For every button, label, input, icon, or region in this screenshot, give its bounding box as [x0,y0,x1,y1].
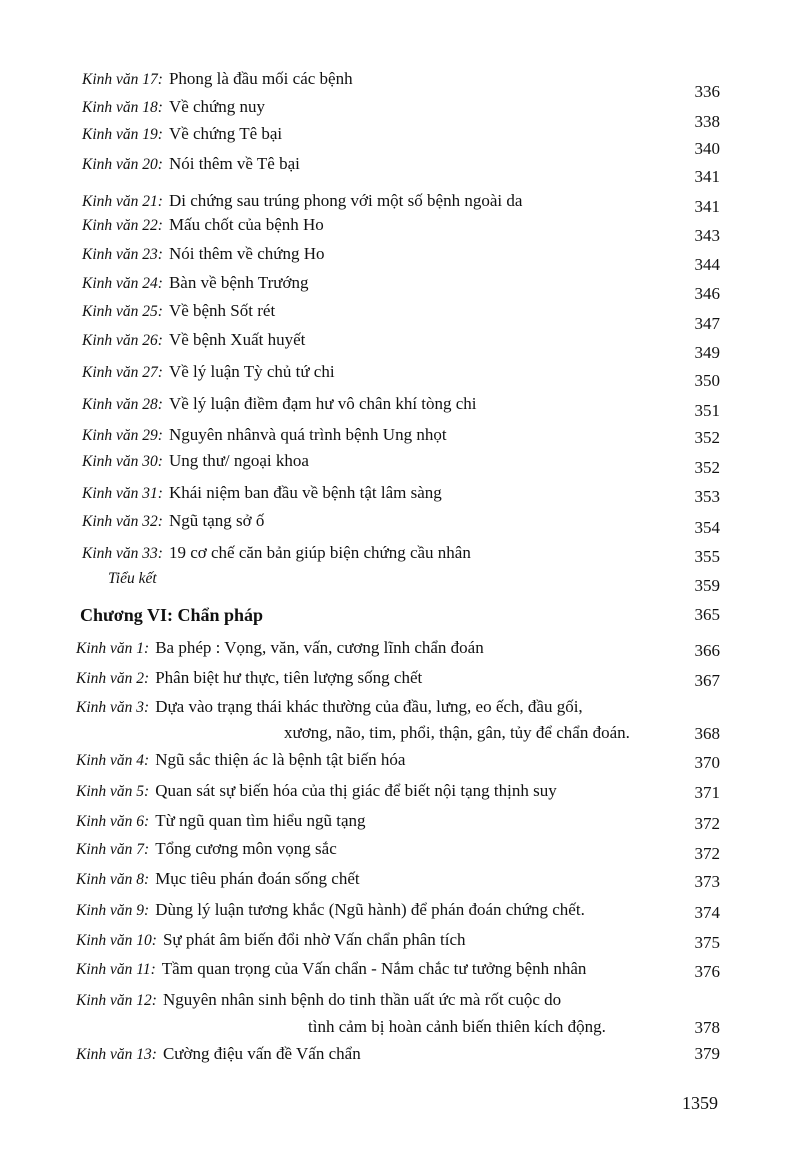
entry-page: 376 [694,962,720,981]
entry-page: 378 [694,1018,720,1037]
entry-label: Kinh văn 28: [82,396,163,413]
entry-title: Tổng cương môn vọng sắc [155,839,337,858]
toc-entry [82,482,442,505]
entry-page: 352 [694,458,720,477]
toc-entry [76,810,366,833]
entry-title: 19 cơ chế căn bản giúp biện chứng cầu nhân [168,543,471,562]
entry-page: 354 [694,518,720,537]
toc-entry [82,68,353,91]
entry-page: 350 [694,371,720,390]
entry-title: Mục tiêu phán đoán sống chết [155,869,360,888]
entry-title: Ba phép : Vọng, văn, vấn, cương lĩnh chẩn đoán [155,638,484,657]
entry-page: 341 [694,197,720,216]
entry-label: Kinh văn 24: [82,275,163,292]
toc-entry [82,329,305,352]
entry-title: Ung thư/ ngoại khoa [168,451,309,470]
entry-title: Về lý luận Tỳ chủ tứ chi [168,362,335,381]
entry-label: Kinh văn 27: [82,364,163,381]
entry-label: Kinh văn 9: [76,902,150,919]
entry-label: Kinh văn 25: [82,303,163,320]
toc-entry [82,393,477,416]
toc-entry [82,243,325,266]
entry-label: Kinh văn 12: [76,992,157,1009]
entry-title: Phong là đầu mối các bệnh [168,69,353,88]
entry-page: 349 [694,343,720,362]
entry-page: 340 [694,139,720,158]
entry-label: Kinh văn 6: [76,813,150,830]
entry-label: Kinh văn 4: [76,752,150,769]
entry-label: Kinh văn 23: [82,246,163,263]
entry-title: Tầm quan trọng của Vấn chẩn - Nắm chắc tư tưởng bệnh nhân [161,959,587,978]
entry-title: Ngũ sắc thiện ác là bệnh tật biến hóa [155,750,406,769]
chapter-page: 365 [694,605,720,624]
entry-page: 343 [694,226,720,245]
toc-entry [82,272,309,295]
entry-page: 372 [694,844,720,863]
entry-label: Kinh văn 8: [76,871,150,888]
entry-title: Từ ngũ quan tìm hiểu ngũ tạng [155,811,366,830]
entry-title: Nói thêm về Tê bại [168,154,300,173]
entry-page: 353 [694,487,720,506]
entry-page: 371 [694,783,720,802]
toc-entry [76,749,405,772]
entry-label: Kinh văn 18: [82,99,163,116]
entry-page: 375 [694,933,720,952]
entry-page: 355 [694,547,720,566]
entry-title: Về chứng nuy [168,97,266,116]
entry-label: Kinh văn 19: [82,126,163,143]
toc-entry [76,929,466,952]
entry-label: Kinh văn 20: [82,156,163,173]
entry-page: 368 [694,724,720,743]
entry-title: Bàn về bệnh Trướng [168,273,309,292]
entry-title: Dựa vào trạng thái khác thường của đầu, lưng, eo ếch, đầu gối, [155,697,583,716]
entry-page: 367 [694,671,720,690]
entry-page: 352 [694,428,720,447]
toc-entry [76,780,557,803]
summary-page: 359 [694,576,720,595]
entry-page: 347 [694,314,720,333]
toc-entry [76,637,484,660]
entry-label: Kinh văn 5: [76,783,150,800]
toc-entry [82,123,282,146]
entry-title: Về bệnh Xuất huyết [168,330,306,349]
entry-label: Kinh văn 30: [82,453,163,470]
page-number: 1359 [682,1093,718,1113]
entry-title: Nguyên nhân sinh bệnh do tinh thần uất ức mà rốt cuộc do [162,990,562,1009]
entry-title: Ngũ tạng sở ố [168,511,265,530]
entry-title-continuation: tình cảm bị hoàn cảnh biến thiên kích động. [308,1017,606,1036]
toc-entry [82,510,264,533]
toc-entry [76,1043,361,1066]
entry-title: Nguyên nhânvà quá trình bệnh Ung nhọt [168,425,447,444]
entry-title: Về chứng Tê bại [168,124,283,143]
entry-label: Kinh văn 17: [82,71,163,88]
entry-title: Nói thêm về chứng Ho [168,244,325,263]
entry-label: Kinh văn 26: [82,332,163,349]
entry-page: 370 [694,753,720,772]
entry-title: Sự phát âm biến đổi nhờ Vấn chẩn phân tích [162,930,466,949]
entry-title: Về lý luận điềm đạm hư vô chân khí tòng chi [168,394,477,413]
entry-label: Kinh văn 33: [82,545,163,562]
toc-entry [82,96,265,119]
toc-entry [76,696,583,719]
toc-entry [76,838,337,861]
entry-label: Kinh văn 21: [82,193,163,210]
entry-title: Về bệnh Sốt rét [168,301,276,320]
entry-title: Cường điệu vấn đề Vấn chẩn [162,1044,361,1063]
entry-page: 379 [694,1044,720,1063]
entry-title-continuation: xương, não, tim, phổi, thận, gân, tủy để chẩn đoán. [284,723,630,742]
toc-entry [82,214,324,237]
entry-title: Phân biệt hư thực, tiên lượng sống chết [155,668,423,687]
toc-entry [76,958,586,981]
chapter-title: Chương VI: Chẩn pháp [80,605,264,625]
entry-label: Kinh văn 10: [76,932,157,949]
entry-label: Kinh văn 2: [76,670,150,687]
entry-label: Kinh văn 13: [76,1046,157,1063]
entry-page: 338 [694,112,720,131]
entry-page: 372 [694,814,720,833]
entry-title: Khái niệm ban đầu về bệnh tật lâm sàng [168,483,442,502]
entry-page: 344 [694,255,720,274]
entry-page: 346 [694,284,720,303]
entry-page: 341 [694,167,720,186]
entry-page: 374 [694,903,720,922]
entry-label: Kinh văn 3: [76,699,150,716]
entry-page: 366 [694,641,720,660]
summary-label: Tiểu kết [108,570,157,587]
toc-entry [82,542,471,565]
entry-page: 373 [694,872,720,891]
entry-page: 336 [694,82,720,101]
entry-title: Di chứng sau trúng phong với một số bệnh ngoài da [168,191,523,210]
entry-title: Quan sát sự biến hóa của thị giác để biết nội tạng thịnh suy [155,781,557,800]
entry-title: Mấu chốt của bệnh Ho [168,215,324,234]
toc-entry [76,989,561,1012]
entry-label: Kinh văn 1: [76,640,150,657]
toc-entry [82,153,300,176]
toc-entry [82,424,447,447]
toc-entry [82,361,335,384]
toc-entry [76,899,585,922]
entry-page: 351 [694,401,720,420]
entry-label: Kinh văn 32: [82,513,163,530]
entry-title: Dùng lý luận tương khắc (Ngũ hành) để phán đoán chứng chết. [155,900,585,919]
entry-label: Kinh văn 7: [76,841,150,858]
toc-entry [76,868,360,891]
entry-label: Kinh văn 29: [82,427,163,444]
entry-label: Kinh văn 11: [76,961,156,978]
toc-entry [82,190,522,213]
toc-entry [82,300,275,323]
toc-entry [76,667,422,690]
entry-label: Kinh văn 22: [82,217,163,234]
toc-entry [82,450,309,473]
entry-label: Kinh văn 31: [82,485,163,502]
